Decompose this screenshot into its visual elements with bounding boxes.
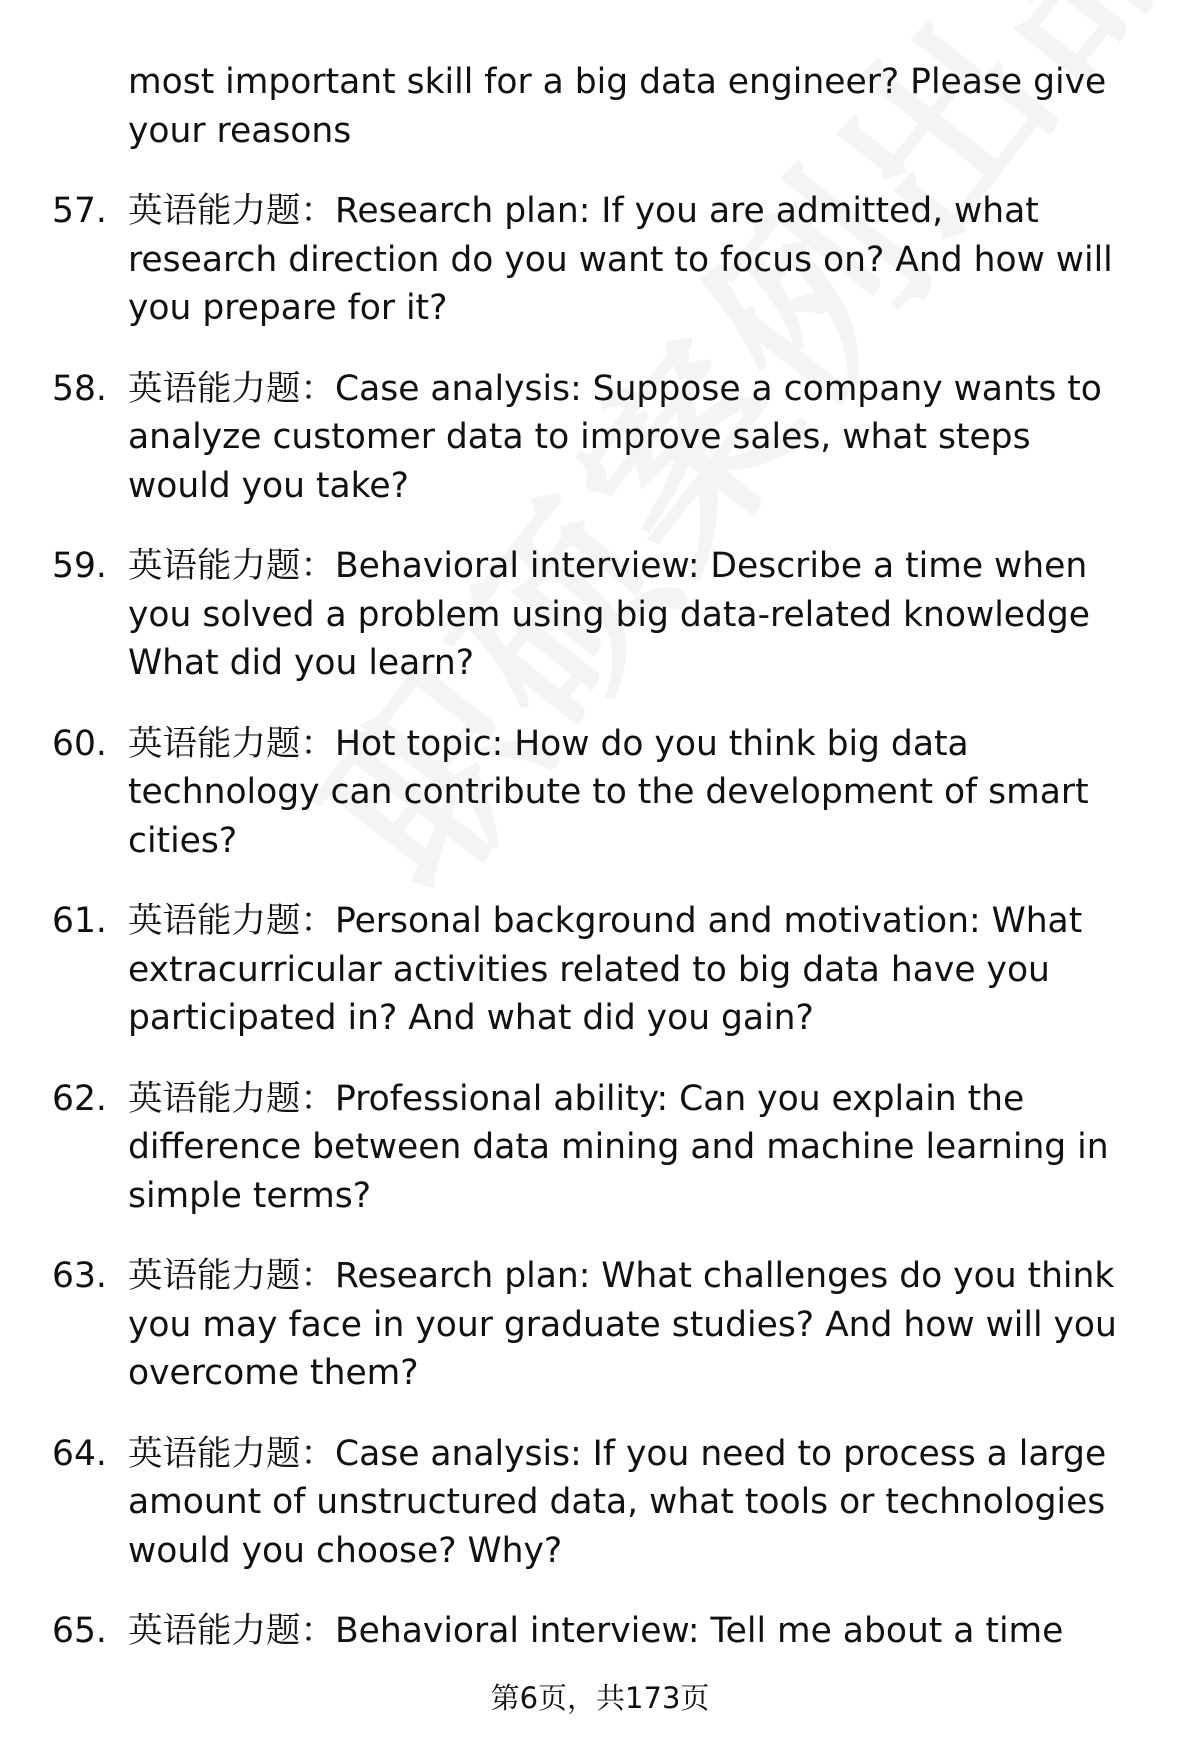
question-category: 英语能力题： — [128, 368, 335, 409]
question-item — [52, 542, 1140, 688]
question-body — [128, 365, 1140, 511]
question-number: 60. — [52, 723, 107, 764]
page-footer: 第6页，共173页 — [490, 1681, 710, 1715]
question-item — [52, 1252, 1140, 1398]
question-item — [52, 897, 1140, 1043]
question-category: 英语能力题： — [128, 546, 335, 586]
question-number: 63. — [52, 1256, 107, 1296]
question-body — [128, 720, 1140, 866]
question-item — [52, 187, 1140, 333]
question-text: Behavioral interview: Describe a time when you solved a problem using big data-related knowledge What did you learn? — [128, 546, 1091, 683]
question-text: Behavioral interview: Tell me about a time — [335, 1611, 1064, 1651]
question-body — [128, 1430, 1140, 1576]
question-body — [128, 542, 1140, 688]
question-item — [52, 365, 1140, 511]
question-text: Research plan: What challenges do you think you may face in your graduate studies? And how will you overcome them? — [128, 1256, 1117, 1393]
question-category: 英语能力题： — [128, 1078, 335, 1119]
question-body — [128, 1252, 1140, 1398]
question-number: 61. — [52, 901, 107, 941]
question-number: 64. — [52, 1433, 107, 1474]
question-body — [128, 897, 1140, 1043]
question-continuation: most important skill for a big data engineer? Please give your reasons — [128, 62, 1107, 151]
question-category: 英语能力题： — [128, 1611, 335, 1651]
question-text: Professional ability: Can you explain the difference between data mining and machine learning in simple terms? — [128, 1078, 1109, 1216]
question-text: Personal background and motivation: What extracurricular activities related to big data have you participated in? And what did you gain? — [128, 901, 1083, 1038]
question-item — [52, 1430, 1140, 1576]
question-category: 英语能力题： — [128, 1433, 335, 1474]
question-text: Case analysis: Suppose a company wants to analyze customer data to improve sales, what steps would you take? — [128, 368, 1102, 506]
question-category: 英语能力题： — [128, 1256, 335, 1296]
question-number: 59. — [52, 546, 107, 586]
question-item — [52, 1075, 1140, 1221]
question-number: 65. — [52, 1611, 107, 1651]
question-text: Case analysis: If you need to process a large amount of unstructured data, what tools or technologies would you choose? Why? — [128, 1433, 1107, 1571]
question-number: 62. — [52, 1078, 107, 1119]
question-category: 英语能力题： — [128, 191, 335, 231]
question-category: 英语能力题： — [128, 723, 335, 764]
question-body — [128, 187, 1140, 333]
question-category: 英语能力题： — [128, 901, 335, 941]
question-number: 58. — [52, 368, 107, 409]
question-text: Research plan: If you are admitted, what research direction do you want to focus on? And how will you prepare for it? — [128, 191, 1113, 328]
question-body — [128, 1607, 1140, 1656]
question-item — [52, 1607, 1140, 1656]
question-text: Hot topic: How do you think big data technology can contribute to the development of smart cities? — [128, 723, 1089, 861]
question-body — [128, 1075, 1140, 1221]
question-number: 57. — [52, 191, 107, 231]
question-item — [52, 720, 1140, 866]
